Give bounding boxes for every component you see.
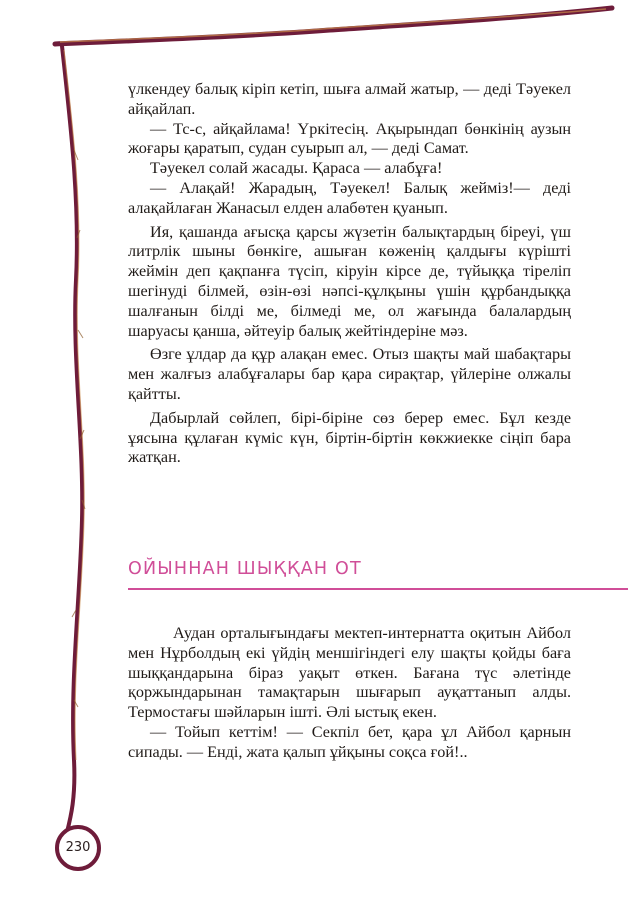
section-divider [128, 588, 628, 590]
stick-left-branch [62, 46, 82, 836]
paragraph: Ия, қашанда ағысқа қарсы жүзетін балықтардың біреуі, үш литрлік шыны бөнкіге, ашыған көженің қалдығы күрішті жеймін деп қақпанға түсіп, кіруін кірсе де, түйыққа тіреліп шегінуді білмей, өзін-өзі нәпсі-құлқыны үшін құрбандыққа шалғанын білді ме, білмеді ме, ол жағында балалардың шаруасы қанша, әйтеуір балық жейтіндеріне мәз. [128, 222, 571, 340]
paragraph: — Тойып кеттім! — Секпіл бет, қара ұл Айбол қарнын сипады. — Енді, жата қалып ұйқыны соқса ғой!.. [128, 722, 571, 761]
story-text-part-two [128, 624, 571, 763]
story-text-part-one [128, 80, 571, 468]
paragraph: Аудан орталығындағы мектеп-интернатта оқитын Айбол мен Нұрболдың екі үйдің меншігіндегі елу шақты қойды бағa шыққандарына біраз уақыт өткен. Бағана түс әлетінде қоржындарынан тамақтарын шығарып ауқаттанып алды. Термостағы шәйларын ішті. Әлі ыстық екен. [128, 624, 571, 722]
paragraph: үлкендеу балық кіріп кетіп, шыға алмай жатыр, — деді Тәуекел айқайлап. [128, 80, 571, 118]
paragraph: — Тс-с, айқайлама! Үркітесің. Ақырындап бөнкінің аузын жоғары қаратып, судан суырып ал, — деді Самат. [128, 119, 571, 158]
page-number: 230 [55, 825, 101, 871]
paragraph: Тәуекел солай жасады. Қараса — алабұға! [150, 159, 443, 178]
section-title: ОЙЫННАН ШЫҚҚАН ОТ [128, 559, 362, 579]
paragraph: — Алақай! Жарадың, Тәуекел! Балық жейміз!— деді алақайлаған Жанасыл елден алабөтен қуанып. [128, 178, 571, 217]
paragraph: Дабырлай сөйлеп, бірі-біріне сөз берер емес. Бұл кезде ұясына құлаған күміс күн, біртін-біртін көкжиекке сіңіп бара жатқан. [128, 408, 571, 467]
paragraph: Өзге ұлдар да құр алақан емес. Отыз шақты май шабақтары мен жалғыз алабұғалары бар қара сирақтар, үйлеріне олжалы қайтты. [128, 345, 571, 403]
